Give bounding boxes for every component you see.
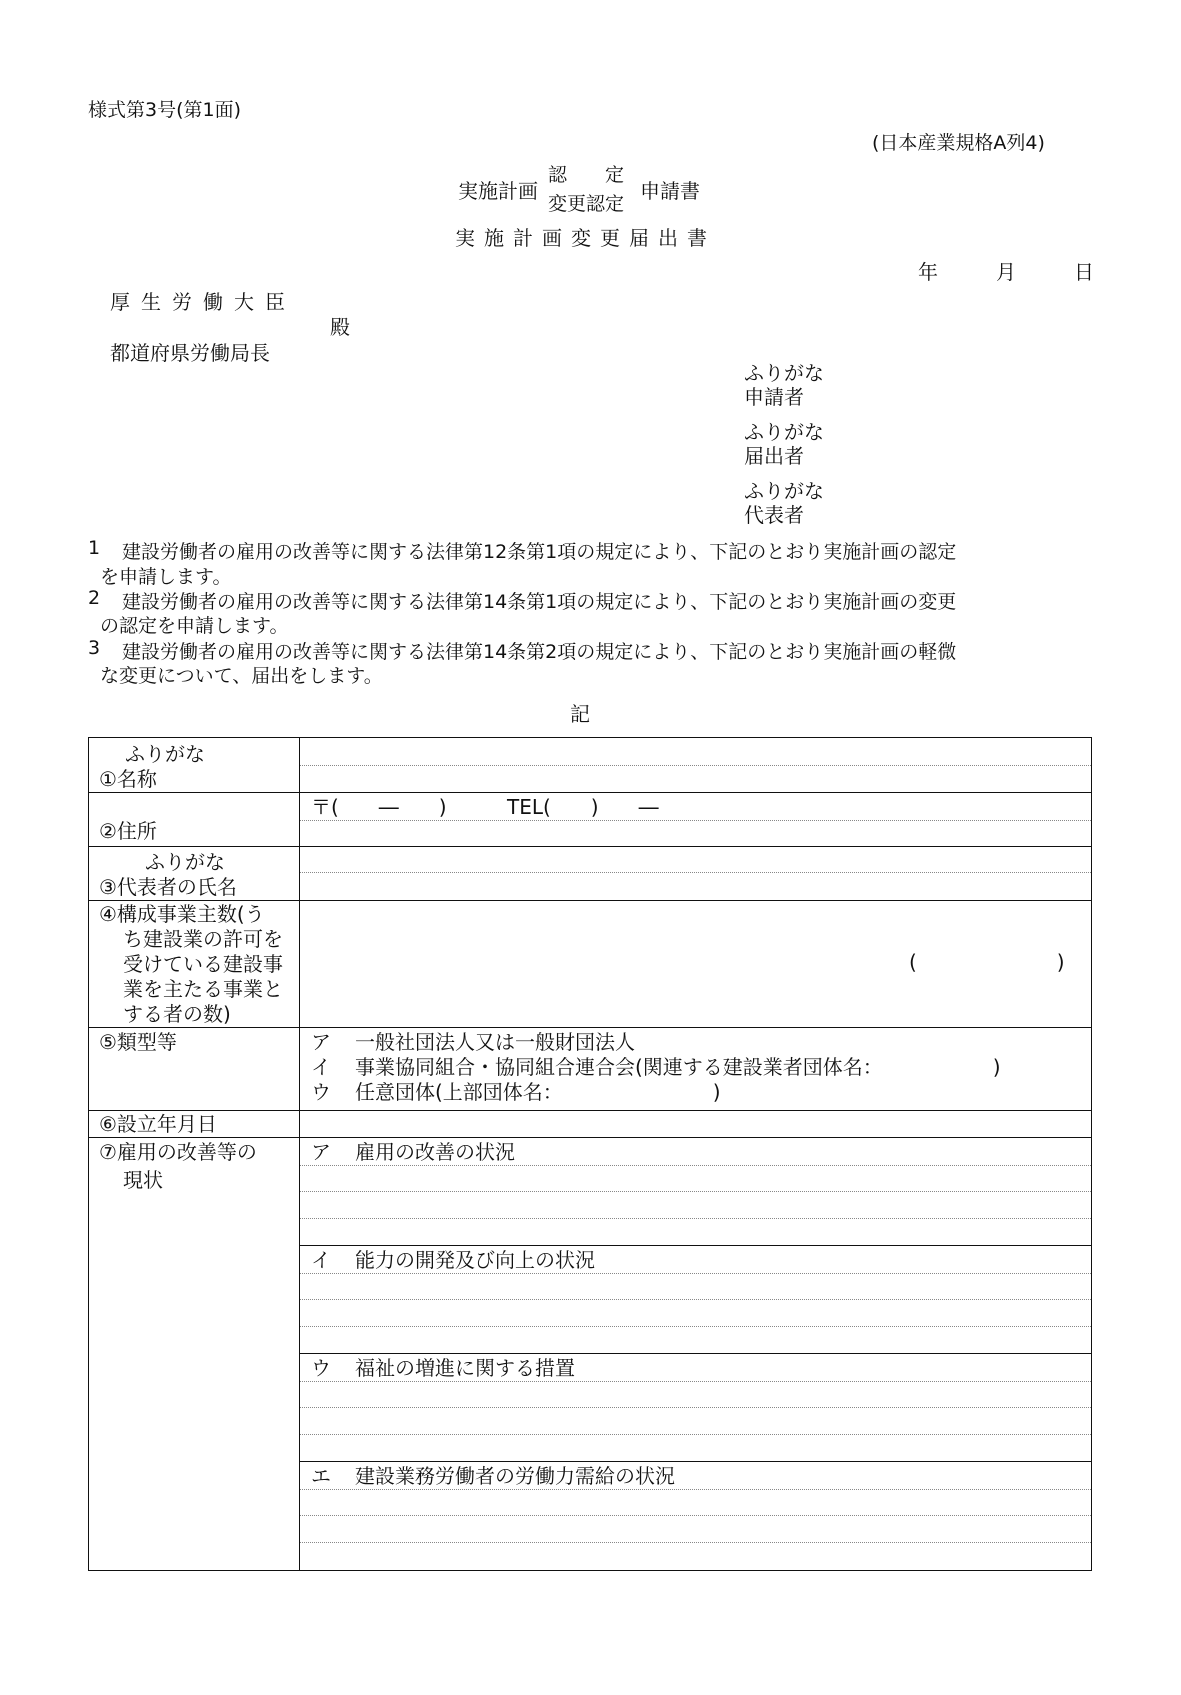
statement-1-number: 1 [88,537,101,559]
statement-2-number: 2 [88,587,101,609]
dotted-line [300,1299,1091,1300]
rep-furigana-label: ふりがな [145,850,225,874]
statement-3-line2: な変更について、届出をします。 [100,665,383,687]
employment-status-label-2: 現状 [123,1168,163,1192]
addressee-bureau: 都道府県労働局長 [110,341,270,365]
dotted-line [300,1218,1091,1219]
address-divider [300,820,1091,821]
section-divider [300,1245,1091,1246]
member-count-label-4: 業を主たる事業と [123,977,283,1001]
type-option-i[interactable]: 事業協同組合・協同組合連合会(関連する建設業者団体名： ) [355,1055,1001,1079]
tel-field[interactable]: TEL( ) ― [507,795,659,819]
representative-label: 代表者 [744,503,804,527]
type-option-a[interactable]: 一般社団法人又は一般財団法人 [355,1030,635,1054]
section-a-title: 雇用の改善の状況 [355,1140,515,1164]
type-label: ⑤類型等 [99,1030,177,1054]
type-option-u-mark: ウ [311,1080,331,1104]
row-divider [89,900,1091,901]
type-option-u[interactable]: 任意団体(上部団体名： ) [355,1080,721,1104]
title-prefix: 実施計画 [458,179,538,203]
furigana-applicant: ふりがな [744,361,824,385]
name-field[interactable] [301,738,1091,792]
postal-code-field[interactable]: 〒( ― ) [311,795,447,819]
type-option-a-mark: ア [311,1030,331,1054]
employment-status-label-1: ⑦雇用の改善等の [99,1140,257,1164]
title-suffix: 申請書 [640,179,700,203]
dotted-line [300,1489,1091,1490]
paper-size-note: (日本産業規格A列4) [872,132,1045,154]
applicant-label: 申請者 [744,385,804,409]
founding-date-label: ⑥設立年月日 [99,1112,217,1136]
form-number: 様式第3号(第1面) [88,99,242,121]
dotted-line [300,1381,1091,1382]
dotted-line [300,1407,1091,1408]
dotted-line [300,1515,1091,1516]
title-choice-change-approval: 変更認定 [548,193,625,215]
title-second-line: 実施計画変更届出書 [455,226,716,250]
member-count-label-1: ④構成事業主数(う [99,902,265,926]
statement-3-line1: 建設労働者の雇用の改善等に関する法律第14条第2項の規定により、下記のとおり実施計画の軽微 [122,641,957,663]
form-table [88,737,1092,1571]
section-a-mark: ア [311,1140,331,1164]
column-divider [299,738,300,1570]
ki-heading: 記 [570,702,590,726]
rep-name-field[interactable] [301,847,1091,899]
addressee-minister: 厚生労働大臣 [110,290,296,314]
name-furigana-label: ふりがな [125,742,205,766]
statement-1-line1: 建設労働者の雇用の改善等に関する法律第12条第1項の規定により、下記のとおり実施計画の認定 [122,541,957,563]
statement-2-line2: の認定を申請します。 [100,615,289,637]
row-divider [89,1137,1091,1138]
section-i-title: 能力の開発及び向上の状況 [355,1248,595,1272]
dotted-line [300,1273,1091,1274]
member-count-paren-field[interactable]: ( ) [909,950,1065,974]
statement-3-number: 3 [88,637,101,659]
type-option-i-mark: イ [311,1055,331,1079]
address-label: ②住所 [99,819,157,843]
member-count-label-5: する者の数) [123,1002,231,1026]
dotted-line [300,1165,1091,1166]
member-count-label-3: 受けている建設事 [123,952,283,976]
notifier-label: 届出者 [744,444,804,468]
furigana-notifier: ふりがな [744,420,824,444]
section-i-mark: イ [311,1248,331,1272]
member-count-label-2: ち建設業の許可を [123,927,283,951]
section-e-title: 建設業務労働者の労働力需給の状況 [355,1464,675,1488]
section-u-title: 福祉の増進に関する措置 [355,1356,575,1380]
section-e-mark: エ [311,1464,331,1488]
row-divider [89,792,1091,793]
dotted-line [300,1191,1091,1192]
section-divider [300,1461,1091,1462]
founding-date-field[interactable] [301,1111,1091,1137]
section-divider [300,1353,1091,1354]
date-line: 年 月 日 [918,260,1100,284]
statement-2-line1: 建設労働者の雇用の改善等に関する法律第14条第1項の規定により、下記のとおり実施計画の変更 [122,591,957,613]
section-u-mark: ウ [311,1356,331,1380]
dotted-line [300,1542,1091,1543]
title-choice-approval: 認 定 [548,164,625,186]
row-divider [89,1027,1091,1028]
furigana-representative: ふりがな [744,479,824,503]
dotted-line [300,1326,1091,1327]
statement-1-line2: を申請します。 [100,566,232,588]
dotted-line [300,1434,1091,1435]
name-label: ①名称 [99,767,157,791]
addressee-honorific: 殿 [330,315,350,339]
rep-name-label: ③代表者の氏名 [99,875,237,899]
